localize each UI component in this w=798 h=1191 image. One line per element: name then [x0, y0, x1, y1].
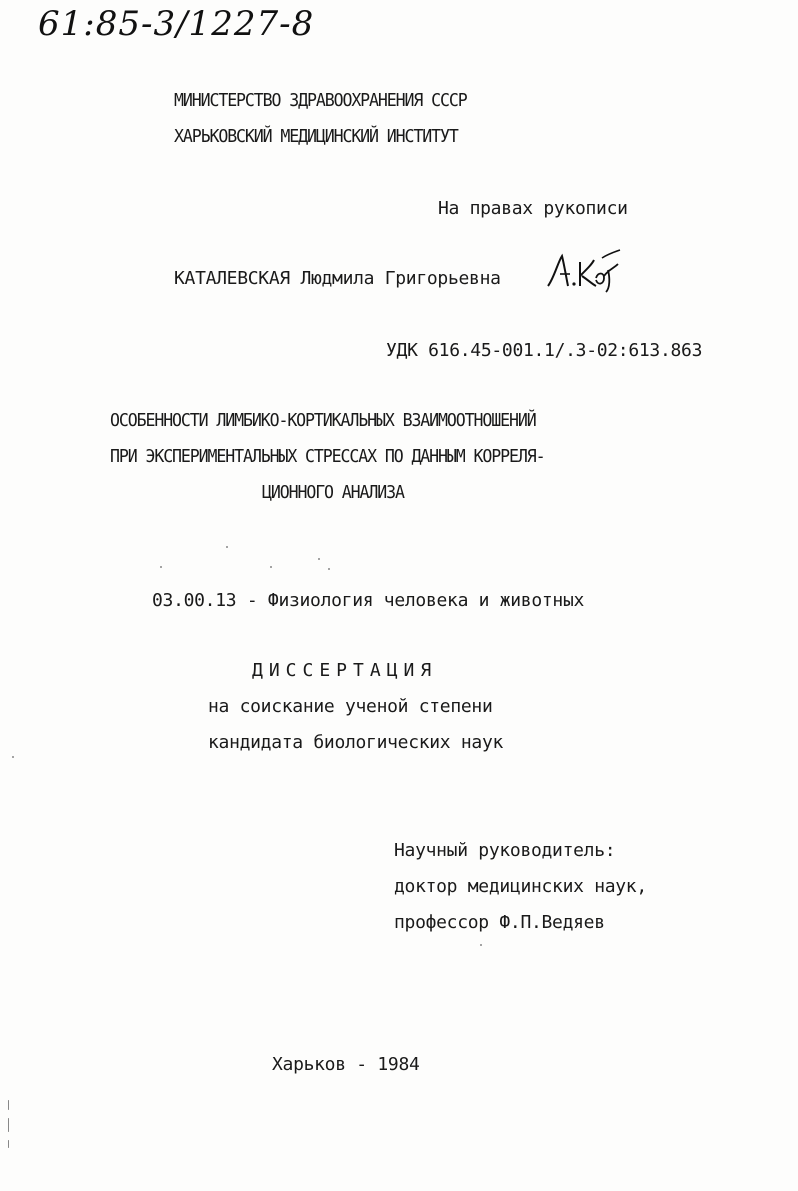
scan-speck: [8, 1100, 9, 1110]
degree-line-1: на соискание ученой степени: [208, 696, 493, 717]
scan-speck: [8, 1118, 9, 1132]
supervisor-name: профессор Ф.П.Ведяев: [394, 912, 605, 933]
scan-speck: [328, 568, 330, 570]
scan-speck: [226, 546, 228, 548]
title-line-1: ОСОБЕННОСТИ ЛИМБИКО-КОРТИКАЛЬНЫХ ВЗАИМООТНОШЕНИЙ: [110, 410, 536, 431]
scan-speck: [160, 566, 162, 568]
institute-heading: ХАРЬКОВСКИЙ МЕДИЦИНСКИЙ ИНСТИТУТ: [174, 126, 458, 147]
title-line-2: ПРИ ЭКСПЕРИМЕНТАЛЬНЫХ СТРЕССАХ ПО ДАННЫМ КОРРЕЛЯ-: [110, 446, 545, 467]
author-signature: [544, 248, 624, 292]
scan-speck: [318, 558, 320, 560]
title-line-3: ЦИОННОГО АНАЛИЗА: [262, 482, 404, 503]
city-year: Харьков - 1984: [272, 1054, 420, 1075]
document-type: ДИССЕРТАЦИЯ: [252, 660, 438, 681]
archive-mark: 61:85-3/1227-8: [38, 4, 315, 44]
ministry-heading: МИНИСТЕРСТВО ЗДРАВООХРАНЕНИЯ СССР: [174, 90, 467, 111]
specialty-code: 03.00.13 - Физиология человека и животных: [152, 590, 585, 611]
manuscript-rights-note: На правах рукописи: [438, 198, 628, 219]
degree-line-2: кандидата биологических наук: [208, 732, 504, 753]
scan-speck: [8, 1140, 9, 1148]
supervisor-degree: доктор медицинских наук,: [394, 876, 647, 897]
author-name: КАТАЛЕВСКАЯ Людмила Григорьевна: [174, 268, 501, 289]
scan-speck: [270, 566, 272, 568]
supervisor-label: Научный руководитель:: [394, 840, 616, 861]
udc-code: УДК 616.45-001.1/.3-02:613.863: [386, 340, 703, 361]
scan-speck: [12, 756, 14, 758]
scan-speck: [480, 944, 482, 946]
